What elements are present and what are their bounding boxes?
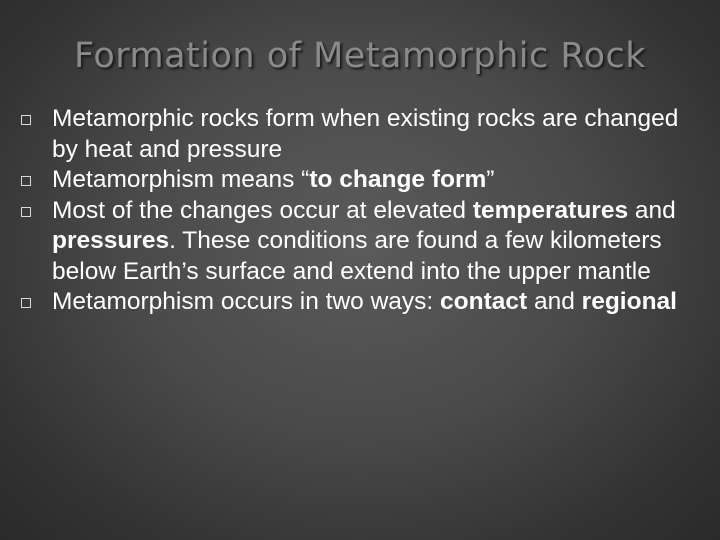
- bullet-emphasis: contact: [440, 288, 528, 315]
- bullet-text: ”: [486, 166, 495, 193]
- bullet-item: [20, 196, 710, 288]
- bullet-text: and: [628, 196, 676, 224]
- bullet-text: Metamorphism occurs in two ways:: [52, 288, 441, 315]
- bullet-emphasis: to change form: [309, 166, 487, 193]
- bullet-item: [20, 104, 710, 165]
- slide-title: Formation of Metamorphic Rock: [73, 36, 647, 76]
- square-bullet-icon: [21, 298, 31, 308]
- bullet-text: Metamorphic rocks form when existing rocks are changed by heat and pressure: [52, 105, 679, 163]
- square-bullet-icon: [21, 176, 31, 186]
- bullet-text: . These conditions are found a few kilometers below Earth’s surface and extend into the upper mantle: [52, 227, 662, 285]
- bullet-text: Most of the changes occur at elevated: [52, 196, 473, 224]
- bullet-text: and: [527, 288, 582, 315]
- bullet-emphasis: temperatures: [472, 196, 629, 224]
- bullet-emphasis: pressures: [52, 227, 170, 254]
- bullet-text: Metamorphism means “: [52, 166, 310, 193]
- bullet-list: [20, 104, 710, 318]
- bullet-item: [20, 287, 710, 318]
- square-bullet-icon: [21, 207, 31, 217]
- square-bullet-icon: [21, 115, 31, 125]
- bullet-emphasis: regional: [581, 288, 677, 315]
- bullet-item: [20, 165, 710, 196]
